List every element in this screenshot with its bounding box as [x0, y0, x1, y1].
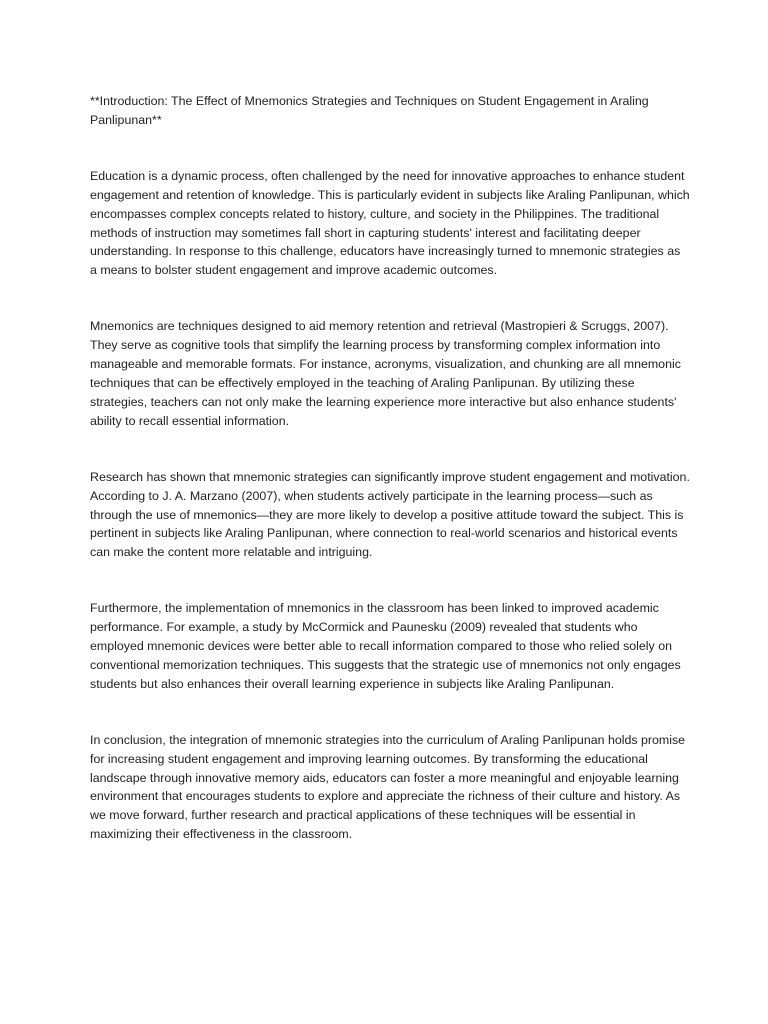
paragraph-academic-performance: Furthermore, the implementation of mnemonics in the classroom has been linked to improved academic performance. For example, a study by McCormick and Paunesku (2009) revealed that students who employed mnemonic devices were better able to recall information compared to those who relied solely on conventional memorization techniques. This suggests that the strategic use of mnemonics not only engages students but also enhances their overall learning experience in subjects like Araling Panlipunan. [90, 601, 681, 691]
document-title: **Introduction: The Effect of Mnemonics Strategies and Techniques on Student Engagement in Araling Panlipunan** [90, 94, 649, 127]
paragraph-education: Education is a dynamic process, often challenged by the need for innovative approaches to enhance student engagement and retention of knowledge. This is particularly evident in subjects like Araling Panlipunan, which encompasses complex concepts related to history, culture, and society in the Philippines. The traditional methods of instruction may sometimes fall short in capturing students' interest and facilitating deeper understanding. In response to this challenge, educators have increasingly turned to mnemonic strategies as a means to bolster student engagement and improve academic outcomes. [90, 168, 690, 278]
document-body [90, 92, 690, 881]
paragraph-mnemonics-definition: Mnemonics are techniques designed to aid memory retention and retrieval (Mastropieri & Scruggs, 2007). They serve as cognitive tools that simplify the learning process by transforming complex information into manageable and memorable formats. For instance, acronyms, visualization, and chunking are all mnemonic techniques that can be effectively employed in the teaching of Araling Panlipunan. By utilizing these strategies, teachers can not only make the learning experience more interactive but also enhance students' ability to recall essential information. [90, 319, 681, 428]
paragraph-conclusion: In conclusion, the integration of mnemonic strategies into the curriculum of Araling Panlipunan holds promise for increasing student engagement and improving learning outcomes. By transforming the educational landscape through innovative memory aids, educators can foster a more meaningful and enjoyable learning environment that encourages students to explore and appreciate the richness of their culture and history. As we move forward, further research and practical applications of these techniques will be essential in maximizing their effectiveness in the classroom. [90, 732, 686, 842]
paragraph-research: Research has shown that mnemonic strategies can significantly improve student engagement and motivation. According to J. A. Marzano (2007), when students actively participate in the learning process—such as through the use of mnemonics—they are more likely to develop a positive attitude toward the subject. This is pertinent in subjects like Araling Panlipunan, where connection to real-world scenarios and historical events can make the content more relatable and intriguing. [90, 469, 690, 560]
